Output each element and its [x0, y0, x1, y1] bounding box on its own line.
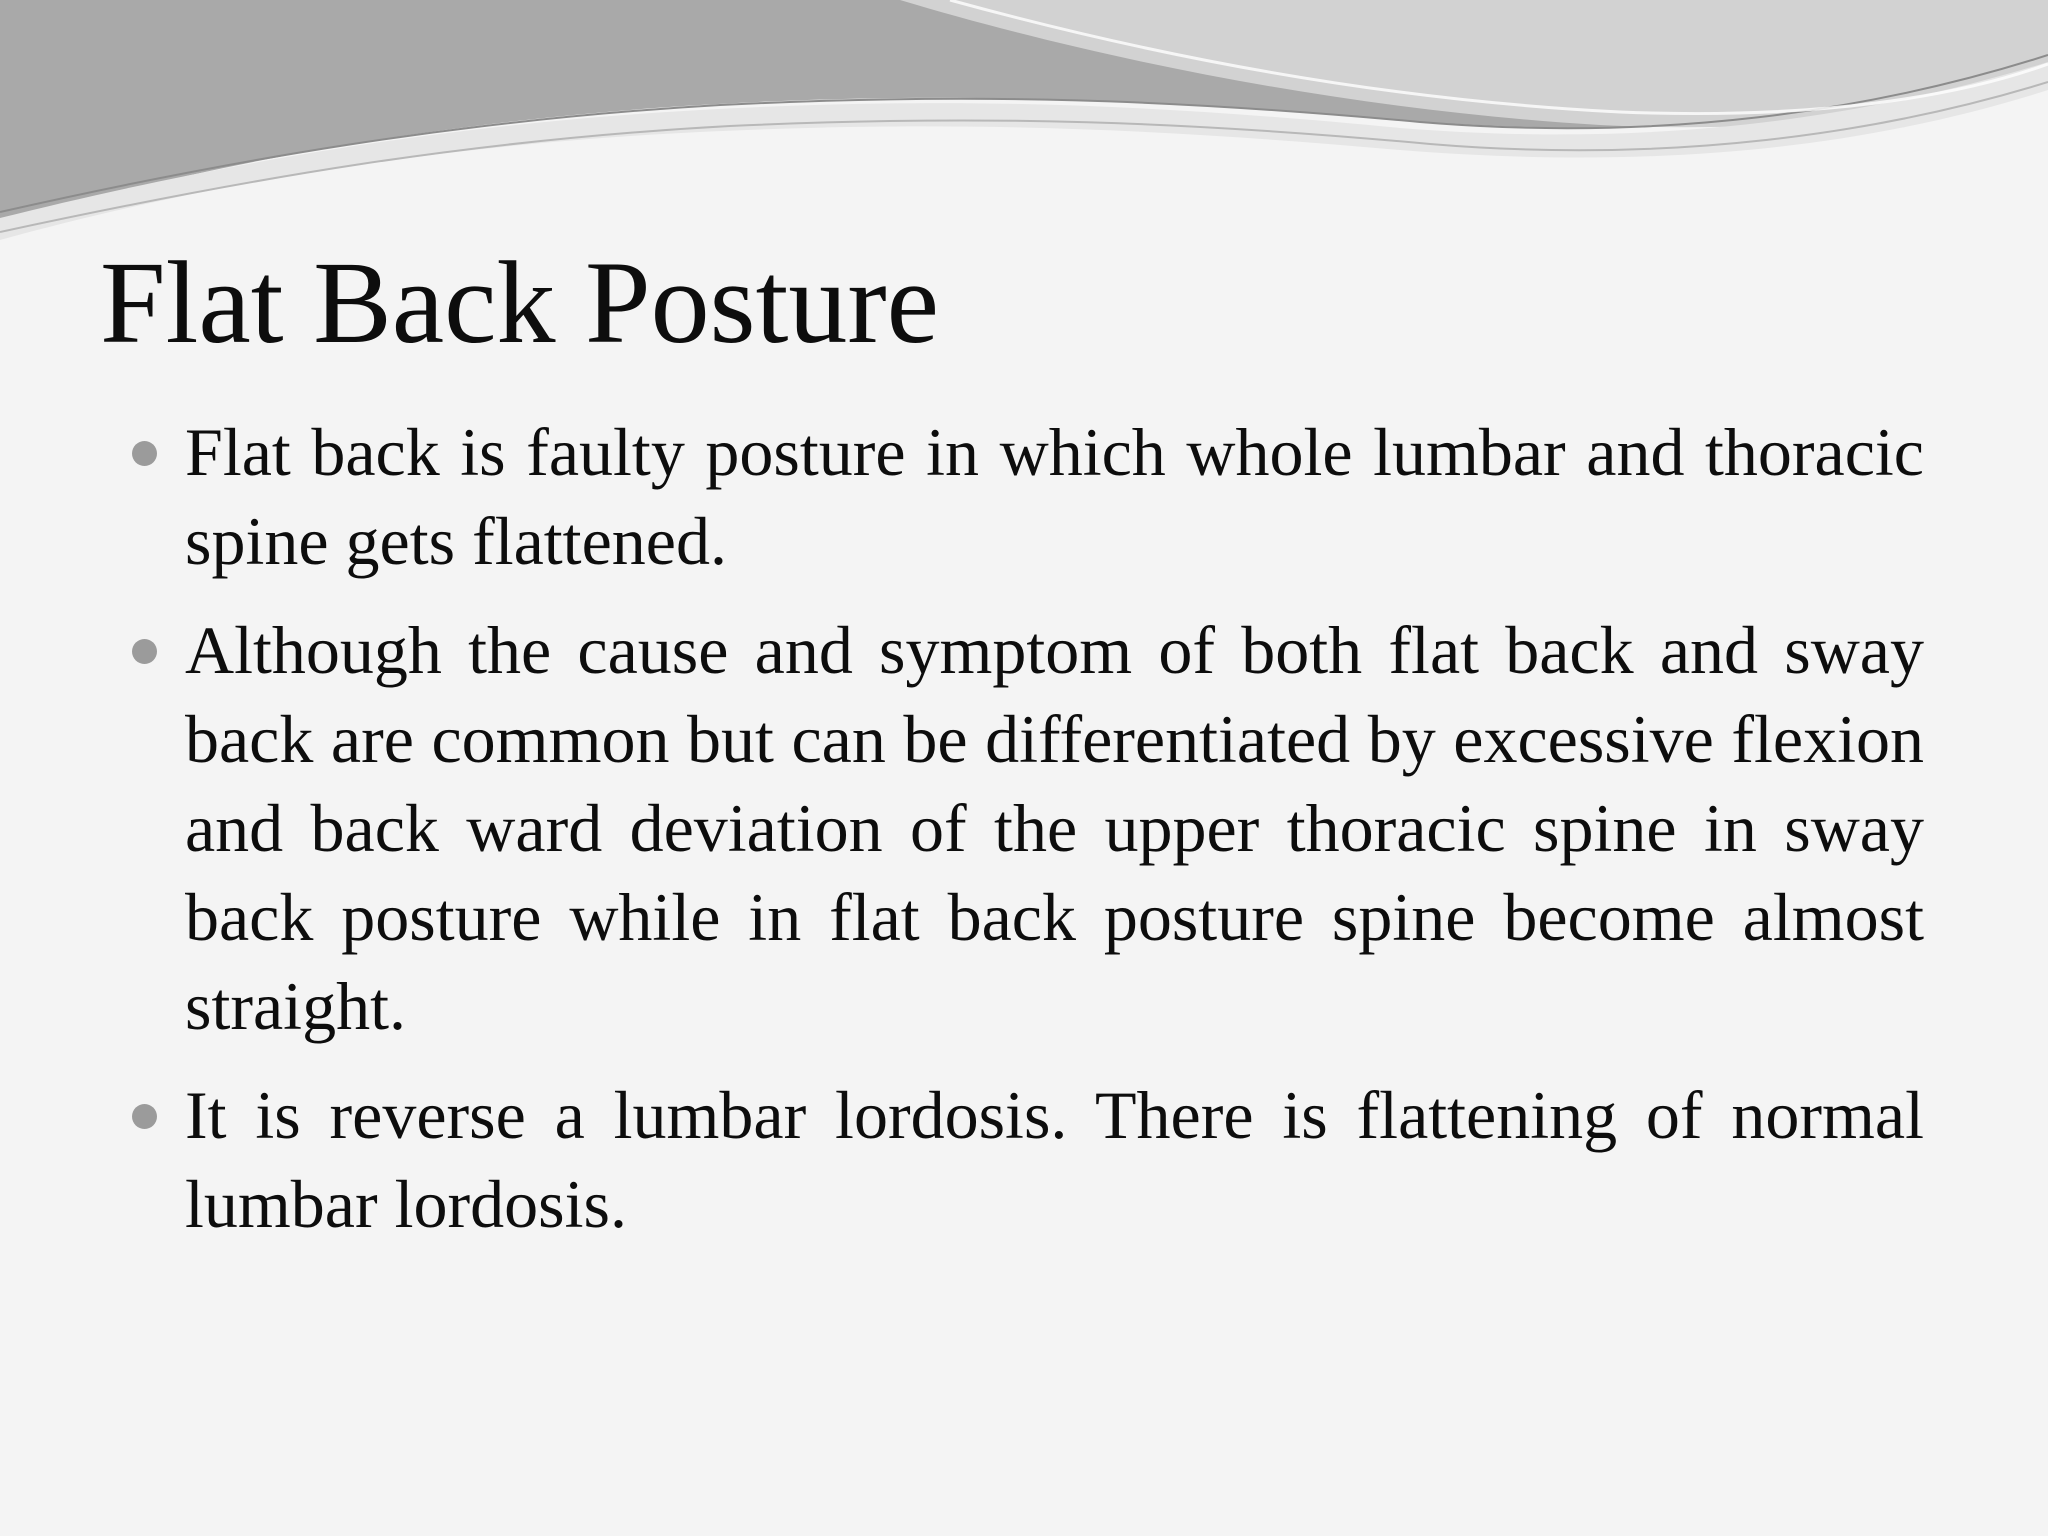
bullet-dot-icon [132, 441, 157, 466]
bullet-text: Although the cause and symptom of both flat back and sway back are common but can be differentiated by excessive flexion and back ward deviation of the upper thoracic spine in sway back posture while in flat back posture spine become almost straight. [185, 612, 1924, 1044]
bullet-text: Flat back is faulty posture in which whole lumbar and thoracic spine gets flattened. [185, 414, 1924, 579]
bullet-list [132, 408, 1924, 1269]
bullet-dot-icon [132, 639, 157, 664]
slide-title: Flat Back Posture [100, 237, 940, 368]
bullet-dot-icon [132, 1104, 157, 1129]
bullet-item [132, 408, 1924, 586]
bullet-item [132, 606, 1924, 1051]
bullet-text: It is reverse a lumbar lordosis. There is flattening of normal lumbar lordosis. [185, 1077, 1924, 1242]
header-wave-decoration [0, 0, 2048, 240]
bullet-item [132, 1071, 1924, 1249]
